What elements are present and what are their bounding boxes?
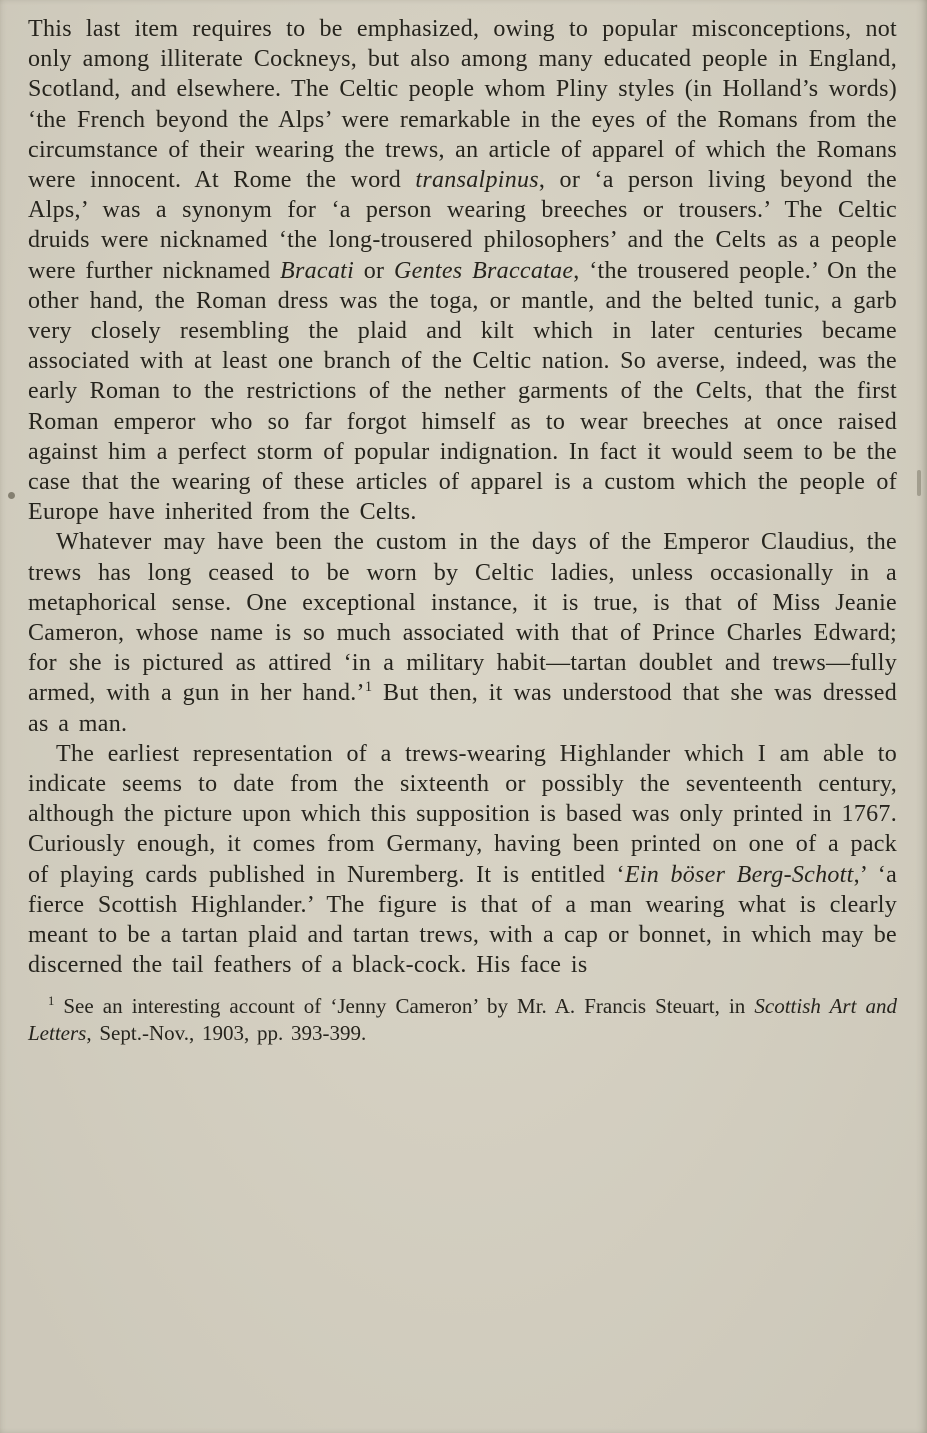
text-segment: But then, it was understood that she was dressed as a man. — [28, 680, 897, 737]
scan-edge-artifact — [917, 470, 921, 496]
paragraph — [28, 527, 897, 738]
text-segment: , ‘the trousered people.’ On the other hand, the Roman dress was the toga, or mantle, and the belted tunic, a garb very closely resembling the plaid and kilt which in later centuries became associated with at least one branch of the Celtic nation. So averse, indeed, was the early Roman to the restrictions of the nether garments of the Celts, that the first Roman emperor who so far forgot himself as to wear breeches at once raised against him a perfect storm of popular indignation. In fact it would seem to be the case that the wearing of these articles of apparel is a custom which the people of Europe have inherited from the Celts. — [28, 257, 897, 526]
footnote-reference: 1 — [48, 993, 55, 1008]
italic-text-segment: Gentes Braccatae — [394, 257, 574, 284]
italic-text-segment: Ein böser Berg-Schott — [624, 861, 854, 888]
text-segment: , Sept.-Nov., 1903, pp. 393-399. — [86, 1020, 367, 1045]
text-segment: ,’ ‘a fierce Scottish Highlander.’ The figure is that of a man wearing what is clearly meant to be a tartan plaid and tartan trews, with a cap or bonnet, in which may be discerned the tail feathers of a black-cock. His face is — [28, 861, 898, 979]
text-segment: The earliest representation of a trews-wearing Highlander which I am able to indicate seems to date from the sixteenth or possibly the seventeenth century, although the picture upon which this supposition is based was only printed in 1767. Curiously enough, it comes from Germany, having been printed on one of a pack of playing cards published in Nuremberg. It is entitled ‘ — [28, 740, 897, 888]
italic-text-segment: Scottish Art and Letters — [28, 993, 897, 1045]
paragraph — [28, 739, 897, 981]
text-segment: This last item requires to be emphasized, owing to popular misconceptions, not only among illiterate Cockneys, but also among many educated people in England, Scotland, and elsewhere. The Celtic people whom Pliny styles (in Holland’s words) ‘the French beyond the Alps’ were remarkable in the eyes of the Romans from the circumstance of their wearing the trews, an article of apparel of which the Romans were innocent. At Rome the word — [28, 16, 897, 194]
text-segment: Whatever may have been the custom in the days of the Emperor Claudius, the trews has long ceased to be worn by Celtic ladies, unless occasionally in a metaphorical sense. One exceptional instance, it is true, is that of Miss Jeanie Cameron, whose name is so much associated with that of Prince Charles Edward; for she is pictured as attired ‘in a military habit—tartan doublet and trews—fully armed, with a gun in her hand.’ — [28, 529, 897, 707]
footnote — [28, 993, 897, 1047]
footnote-reference: 1 — [364, 679, 373, 696]
italic-text-segment: Bracati — [280, 257, 355, 284]
text-block — [28, 14, 897, 981]
italic-text-segment: transalpinus — [415, 167, 539, 194]
scan-speck — [8, 492, 15, 499]
text-segment: or — [354, 257, 395, 284]
text-segment: , or ‘a person living beyond the Alps,’ was a synonym for ‘a person wearing breeches or trousers.’ The Celtic druids were nicknamed ‘the long-trousered philosophers’ and the Celts as a people were further nicknamed — [28, 167, 897, 284]
paragraph — [28, 14, 897, 527]
text-segment: See an interesting account of ‘Jenny Cameron’ by Mr. A. Francis Steuart, in — [54, 993, 755, 1018]
